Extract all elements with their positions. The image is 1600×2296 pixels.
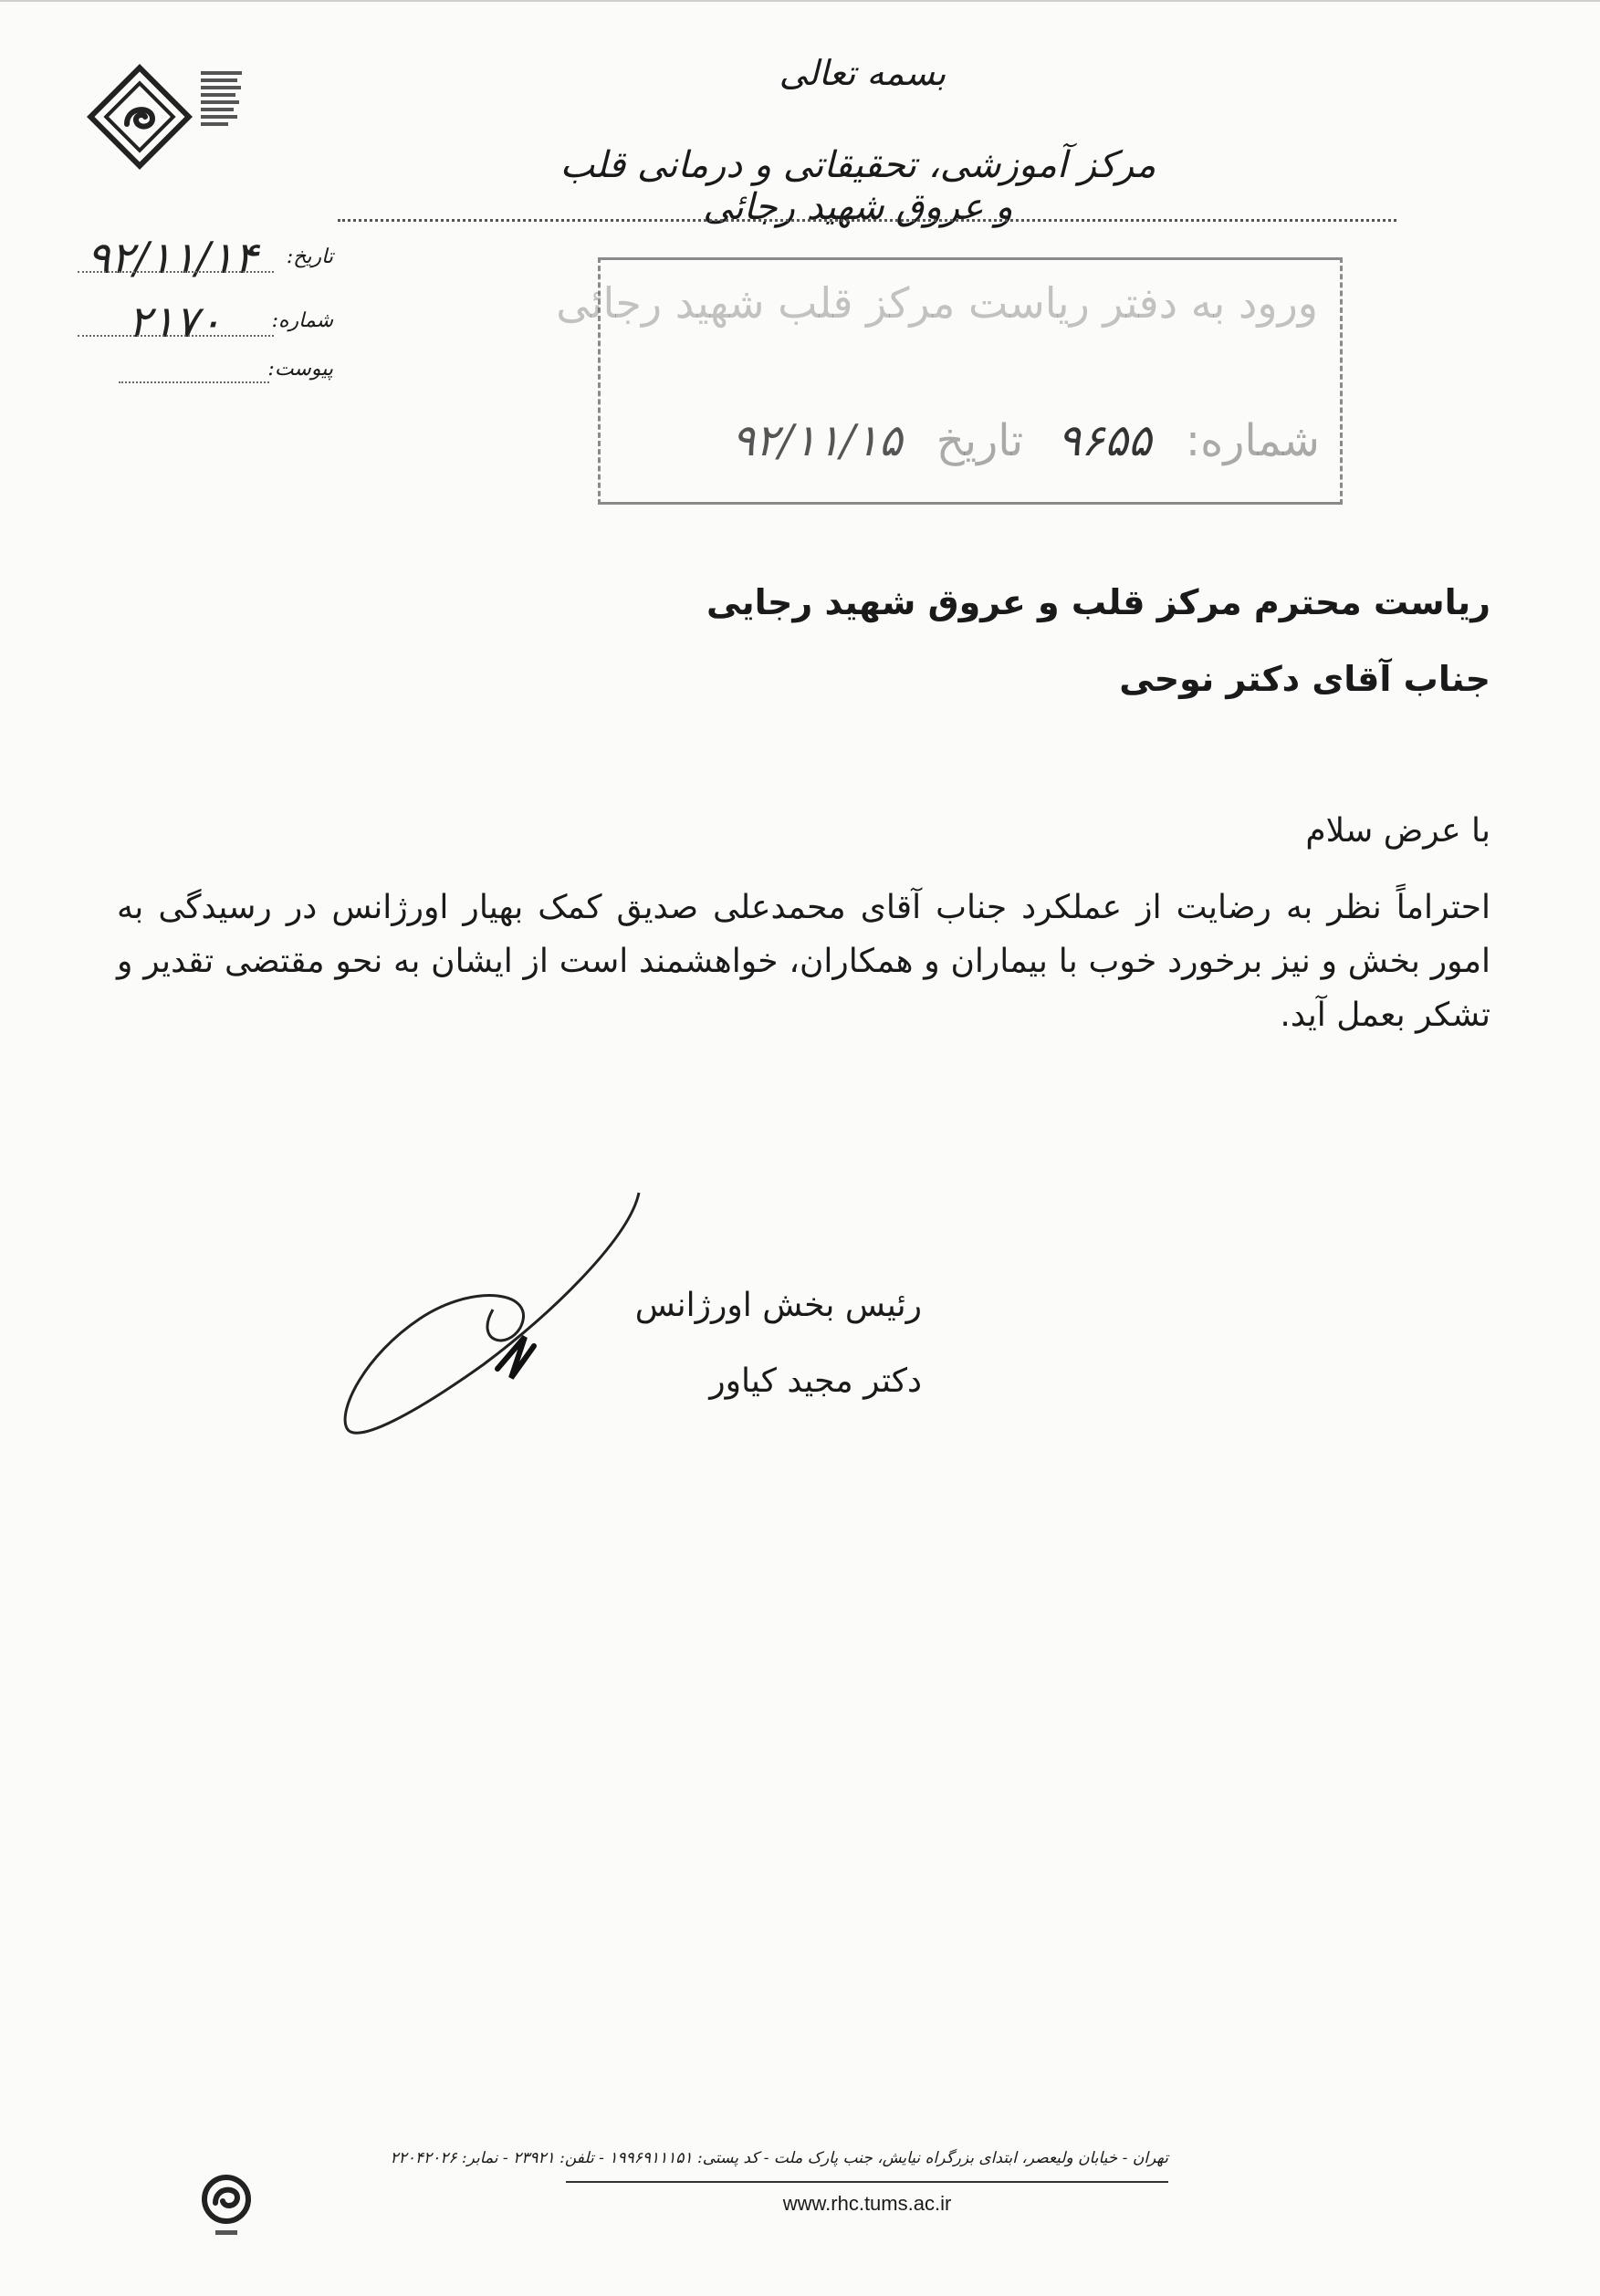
footer-divider — [566, 2181, 1168, 2183]
stamp-date-value: ۹۲/۱۱/۱۵ — [731, 415, 903, 466]
footer-website: www.rhc.tums.ac.ir — [782, 2192, 952, 2215]
number-label: شماره: — [271, 309, 333, 332]
number-dots — [78, 335, 274, 337]
stamp-number-value: ۹۶۵۵ — [1057, 415, 1152, 466]
signatory-title: رئیس بخش اورژانس — [634, 1287, 922, 1324]
invocation: بسمه تعالی — [779, 53, 946, 93]
organization-name: مرکز آموزشی، تحقیقاتی و درمانی قلب و عروق شهید رجائی — [559, 144, 1156, 228]
date-field — [78, 233, 333, 284]
date-value: ۹۲/۱۱/۱۴ — [87, 233, 258, 284]
stamp-row — [711, 415, 1320, 466]
recipient-line-2: جناب آقای دکتر نوحی — [1119, 659, 1490, 699]
number-value: ۲۱۷۰ — [128, 297, 223, 348]
header-divider — [338, 219, 1396, 222]
stamp-header: ورود به دفتر ریاست مرکز قلب شهید رجائی — [556, 278, 1318, 328]
signatory-name: دکتر مجید کیاور — [709, 1362, 922, 1400]
date-dots — [78, 271, 274, 273]
scan-edge — [0, 0, 1600, 2]
footer-address: تهران - خیابان ولیعصر، ابتدای بزرگراه نیایش، جنب پارک ملت - کد پستی: ۱۹۹۶۹۱۱۱۵۱ - تلفن: ۲۳۹۲۱ - نمابر: ۲۲۰۴۲۰۲۶ — [390, 2149, 1168, 2167]
number-field — [78, 297, 333, 348]
stamp-number-label: شماره: — [1185, 415, 1320, 466]
attachment-dots — [119, 381, 269, 383]
greeting: با عرض سلام — [1305, 812, 1490, 850]
date-label: تاریخ: — [286, 245, 333, 268]
attachment-label: پیوست: — [267, 358, 333, 381]
letter-body: احتراماً نظر به رضایت از عملکرد جناب آقای محمدعلی صدیق کمک بهیار اورژانس در رسیدگی به امور بخش و نیز برخورد خوب با بیماران و همکاران، خواهشمند است از ایشان به نحو مقتضی تقدیر و تشکر بعمل آید. — [117, 889, 1490, 1034]
footer-logo-icon — [188, 2165, 265, 2241]
received-stamp — [556, 257, 1343, 505]
stamp-date-label: تاریخ — [936, 415, 1024, 466]
rajaie-center-logo — [87, 64, 260, 173]
attachment-field — [78, 349, 333, 394]
recipient-line-1: ریاست محترم مرکز قلب و عروق شهید رجایی — [706, 582, 1490, 622]
